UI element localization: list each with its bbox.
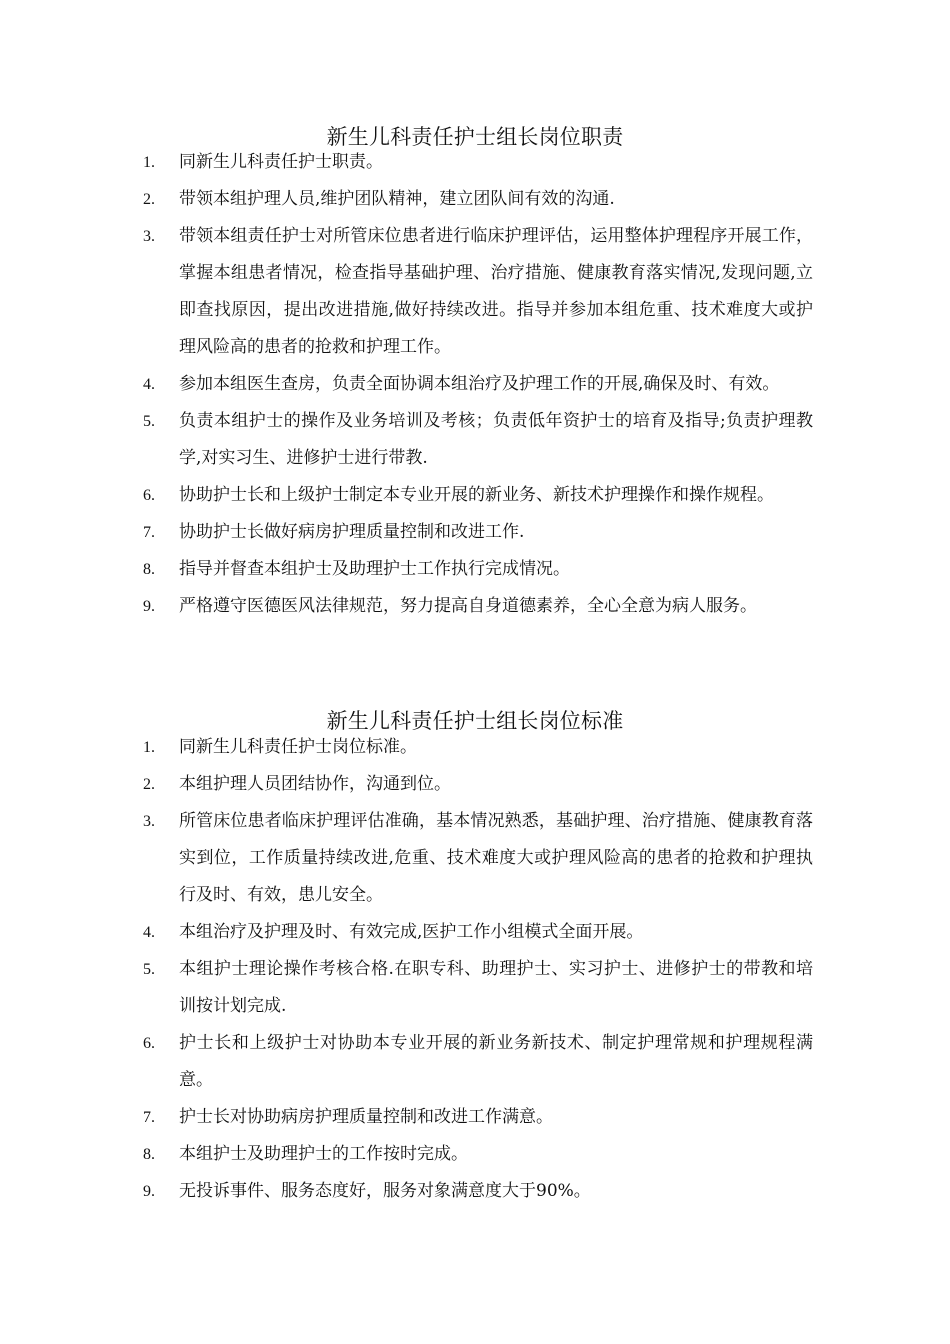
item-text: 严格遵守医德医风法律规范，努力提高自身道德素养，全心全意为病人服务。 <box>179 596 757 616</box>
item-text: 协助护士长和上级护士制定本专业开展的新业务、新技术护理操作和操作规程。 <box>179 485 774 505</box>
item-text: 所管床位患者临床护理评估准确，基本情况熟悉，基础护理、治疗措施、健康教育落实到位，工作质量持续改进,危重、技术难度大或护理风险高的患者的抢救和护理执行及时、有效，患儿安全。 <box>179 811 813 905</box>
list-item <box>143 1025 813 1099</box>
list-item <box>143 914 813 951</box>
item-number: 6. <box>143 487 155 504</box>
list-item <box>143 551 813 588</box>
item-number: 8. <box>143 561 155 578</box>
list-item <box>143 181 813 218</box>
item-number: 1. <box>143 739 155 756</box>
item-text: 护士长对协助病房护理质量控制和改进工作满意。 <box>179 1107 553 1127</box>
list-item <box>143 1136 813 1173</box>
item-text: 带领本组护理人员,维护团队精神，建立团队间有效的沟通. <box>179 189 615 209</box>
section-title-standards: 新生儿科责任护士组长岗位标准 <box>326 709 624 733</box>
item-number: 4. <box>143 924 155 941</box>
item-number: 6. <box>143 1035 155 1052</box>
list-item <box>143 144 813 181</box>
list-item <box>143 403 813 477</box>
item-number: 1. <box>143 154 155 171</box>
item-number: 2. <box>143 191 155 208</box>
list-item <box>143 729 813 766</box>
item-text: 本组护理人员团结协作，沟通到位。 <box>179 774 451 794</box>
list-item <box>143 766 813 803</box>
list-item <box>143 218 813 366</box>
section-title-duties: 新生儿科责任护士组长岗位职责 <box>326 125 624 149</box>
item-number: 7. <box>143 524 155 541</box>
item-text: 本组护士及助理护士的工作按时完成。 <box>179 1144 468 1164</box>
list-item <box>143 1173 813 1210</box>
item-number: 9. <box>143 1183 155 1200</box>
item-number: 2. <box>143 776 155 793</box>
item-text: 带领本组责任护士对所管床位患者进行临床护理评估，运用整体护理程序开展工作，掌握本组患者情况，检查指导基础护理、治疗措施、健康教育落实情况,发现问题,立即查找原因，提出改进措施,做好持续改进。指导并参加本组危重、技术难度大或护理风险高的患者的抢救和护理工作。 <box>179 226 813 357</box>
item-text: 护士长和上级护士对协助本专业开展的新业务新技术、制定护理常规和护理规程满意。 <box>179 1033 813 1090</box>
item-text: 协助护士长做好病房护理质量控制和改进工作. <box>179 522 525 542</box>
item-text: 参加本组医生查房，负责全面协调本组治疗及护理工作的开展,确保及时、有效。 <box>179 374 780 394</box>
item-number: 3. <box>143 228 155 245</box>
item-text: 本组治疗及护理及时、有效完成,医护工作小组模式全面开展。 <box>179 922 644 942</box>
item-text: 同新生儿科责任护士职责。 <box>179 152 383 172</box>
item-number: 4. <box>143 376 155 393</box>
item-number: 5. <box>143 961 155 978</box>
list-item <box>143 803 813 914</box>
standards-list <box>143 729 813 1210</box>
list-item <box>143 477 813 514</box>
item-number: 9. <box>143 598 155 615</box>
list-item <box>143 366 813 403</box>
item-text: 本组护士理论操作考核合格.在职专科、助理护士、实习护士、进修护士的带教和培训按计划完成. <box>179 959 813 1016</box>
list-item <box>143 514 813 551</box>
list-item <box>143 588 813 625</box>
item-text: 无投诉事件、服务态度好，服务对象满意度大于90%。 <box>179 1181 591 1201</box>
list-item <box>143 1099 813 1136</box>
item-number: 8. <box>143 1146 155 1163</box>
item-number: 7. <box>143 1109 155 1126</box>
item-text: 同新生儿科责任护士岗位标准。 <box>179 737 417 757</box>
list-item <box>143 951 813 1025</box>
duties-list <box>143 144 813 625</box>
item-number: 5. <box>143 413 155 430</box>
item-text: 负责本组护士的操作及业务培训及考核；负责低年资护士的培育及指导;负责护理教学,对实习生、进修护士进行带教. <box>179 411 813 468</box>
item-number: 3. <box>143 813 155 830</box>
item-text: 指导并督查本组护士及助理护士工作执行完成情况。 <box>179 559 570 579</box>
